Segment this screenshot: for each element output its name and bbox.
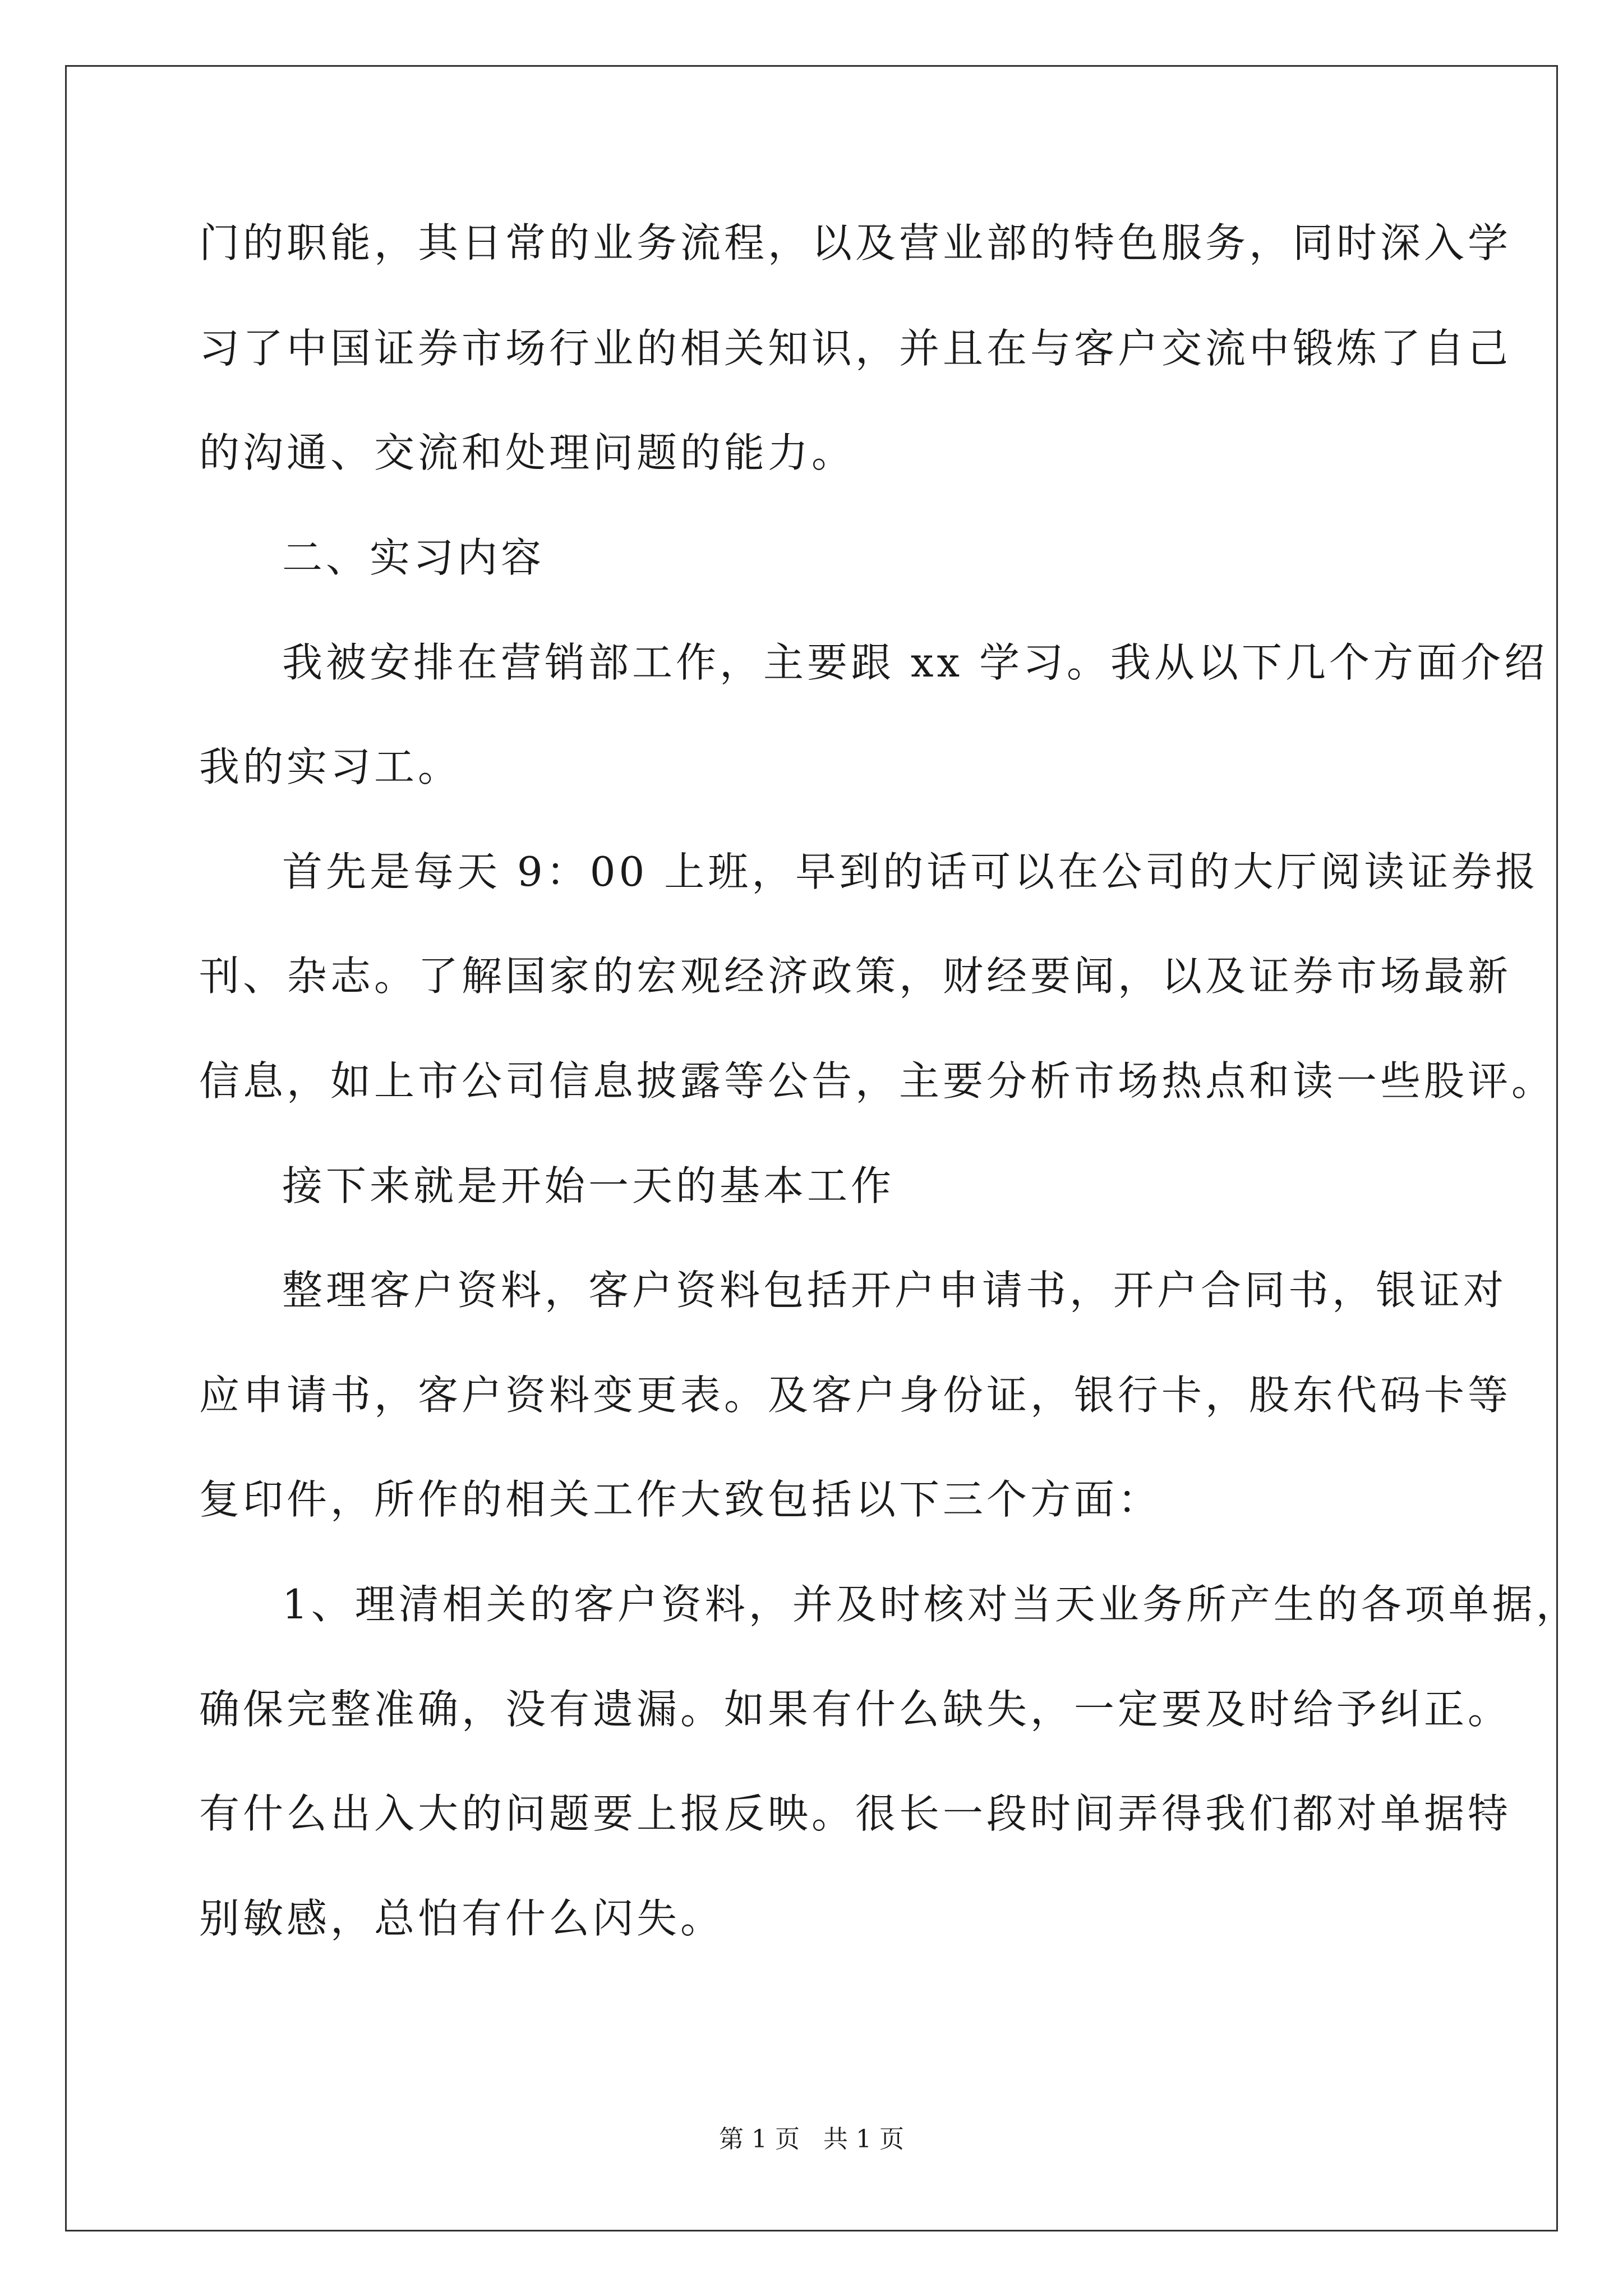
text-line: 信息，如上市公司信息披露等公告，主要分析市场热点和读一些股评。 <box>199 1057 1556 1105</box>
text-line: 确保完整准确，没有遗漏。如果有什么缺失，一定要及时给予纠正。 <box>199 1686 1512 1733</box>
text-line: 复印件，所作的相关工作大致包括以下三个方面： <box>199 1476 1162 1523</box>
section-heading: 二、实习内容 <box>282 534 545 581</box>
text-line: 的沟通、交流和处理问题的能力。 <box>199 429 856 476</box>
text-line: 首先是每天 9：00 上班，早到的话可以在公司的大厅阅读证券报 <box>282 848 1539 895</box>
text-line: 我的实习工。 <box>199 743 462 790</box>
text-line: 别敏感，总怕有什么闪失。 <box>199 1895 725 1942</box>
text-line: 门的职能，其日常的业务流程，以及营业部的特色服务，同时深入学 <box>199 219 1512 266</box>
text-line: 习了中国证券市场行业的相关知识，并且在与客户交流中锻炼了自己 <box>199 325 1512 372</box>
page-footer: 第 1 页 共 1 页 <box>719 2125 904 2154</box>
text-line: 应申请书，客户资料变更表。及客户身份证，银行卡，股东代码卡等 <box>199 1372 1512 1419</box>
text-line: 我被安排在营销部工作，主要跟 xx 学习。我从以下几个方面介绍 <box>282 639 1548 686</box>
text-line: 接下来就是开始一天的基本工作 <box>282 1162 895 1209</box>
text-line: 刊、杂志。了解国家的宏观经济政策，财经要闻，以及证券市场最新 <box>199 953 1512 1000</box>
text-line: 1、理清相关的客户资料，并及时核对当天业务所产生的各项单据， <box>282 1581 1580 1628</box>
text-line: 有什么出入大的问题要上报反映。很长一段时间弄得我们都对单据特 <box>199 1790 1512 1837</box>
text-line: 整理客户资料，客户资料包括开户申请书，开户合同书，银证对 <box>282 1267 1507 1314</box>
